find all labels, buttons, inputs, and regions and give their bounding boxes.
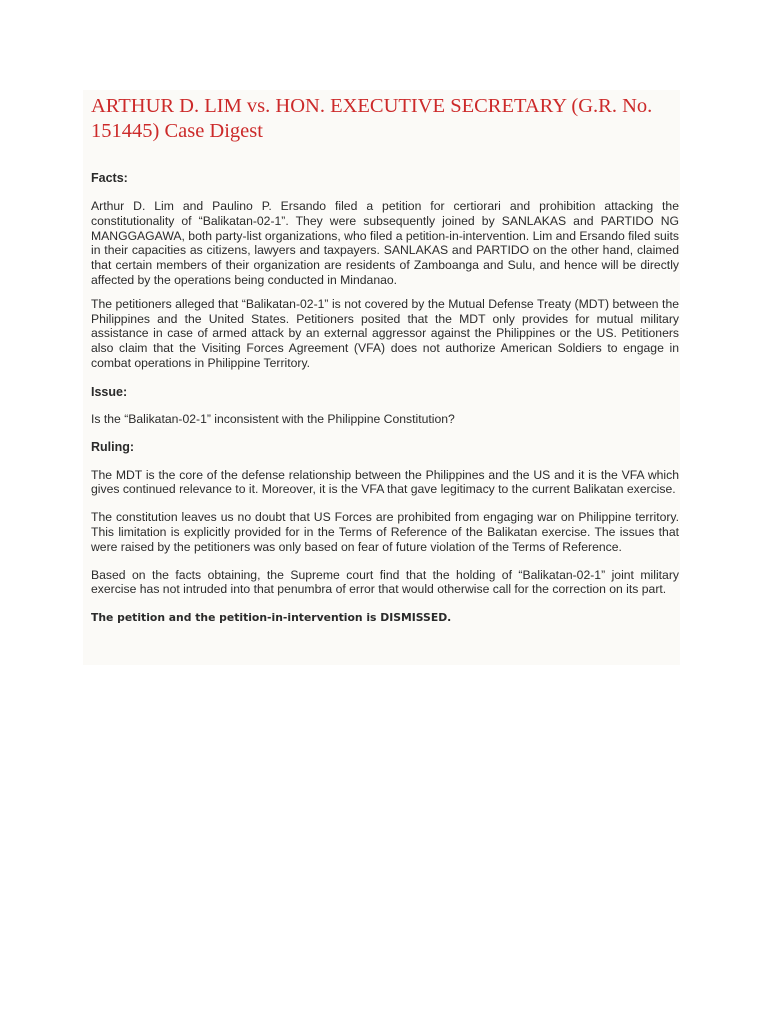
ruling-paragraph-1: The MDT is the core of the defense relationship between the Philippines and the US and it is the VFA which gives continued relevance to it. Moreover, it is the VFA that gave legitimacy to the current Balikatan exercise. bbox=[91, 467, 679, 497]
facts-heading: Facts: bbox=[91, 171, 128, 185]
facts-paragraph-1: Arthur D. Lim and Paulino P. Ersando filed a petition for certiorari and prohibition attacking the constitutionality of “Balikatan-02-1”. They were subsequently joined by SANLAKAS and PARTIDO NG MANGGAGAWA, both party-list organizations, who filed a petition-in-intervention. Lim and Ersando filed suits in their capacities as citizens, lawyers and taxpayers. SANLAKAS and PARTIDO on the other hand, claimed that certain members of their organization are residents of Zamboanga and Sulu, and hence will be directly affected by the operations being conducted in Mindanao. bbox=[91, 199, 679, 287]
disposition: The petition and the petition-in-intervention is DISMISSED. bbox=[91, 611, 452, 625]
case-digest-content bbox=[91, 90, 679, 625]
issue-heading: Issue: bbox=[91, 384, 128, 399]
facts-paragraph-2: The petitioners alleged that “Balikatan-02-1” is not covered by the Mutual Defense Treaty (MDT) between the Philippines and the United States. Petitioners posited that the MDT only provides for mutual military assistance in case of armed attack by an external aggressor against the Philippines or the US. Petitioners also claim that the Visiting Forces Agreement (VFA) does not authorize American Soldiers to engage in combat operations in Philippine Territory. bbox=[91, 296, 679, 370]
case-digest-block bbox=[83, 90, 680, 665]
ruling-paragraph-3: Based on the facts obtaining, the Supreme court find that the holding of “Balikatan-02-1” joint military exercise has not intruded into that penumbra of error that would otherwise call for the correction on its part. bbox=[91, 567, 679, 597]
issue-paragraph: Is the “Balikatan-02-1” inconsistent with the Philippine Constitution? bbox=[91, 411, 455, 426]
document-title: ARTHUR D. LIM vs. HON. EXECUTIVE SECRETARY (G.R. No. 151445) Case Digest bbox=[91, 95, 653, 142]
ruling-paragraph-2: The constitution leaves us no doubt that US Forces are prohibited from engaging war on Philippine territory. This limitation is explicitly provided for in the Terms of Reference of the Balikatan exercise. The issues that were raised by the petitioners was only based on fear of future violation of the Terms of Reference. bbox=[91, 510, 679, 554]
ruling-heading: Ruling: bbox=[91, 439, 135, 454]
